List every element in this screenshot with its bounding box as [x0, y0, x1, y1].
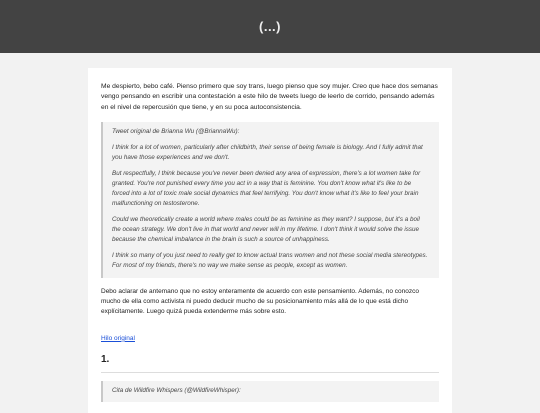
section-quote-source: Cita de Wildfire Whispers (@WildfireWhisper): [112, 386, 241, 394]
top-bar [0, 0, 540, 53]
quote-paragraph-4: I think so many of you just need to really get to know actual trans women and not these social media stereotypes. For most of my friends, there's no way we make sense as people, except as women. [112, 251, 428, 269]
site-title[interactable]: (...) [259, 19, 281, 34]
post-intro: Me despierto, bebo café. Pienso primero que soy trans, luego pienso que soy mujer. Creo que hace dos semanas vengo pensando en escribir una contestación a este hilo de tweets luego de leerlo de corrido, pensando además en el nivel de repercusión que tiene, y en su poca autoconsistencia. [101, 83, 438, 111]
quote-paragraph-1: I think for a lot of women, particularly after childbirth, their sense of being female is biology. And I fully admit that you have those experiences and we don't. [112, 143, 423, 161]
section-divider [101, 372, 439, 373]
quote-source: Tweet original de Brianna Wu (@BriannaWu): [112, 127, 240, 135]
section-quote [101, 381, 439, 402]
section-number: 1. [101, 353, 110, 365]
post-card [88, 68, 452, 413]
post-clarification: Debo aclarar de antemano que no estoy enteramente de acuerdo con este pensamiento. Además, no conozco mucho de ella como activista ni puedo deducir mucho de su posicionamiento más allá de lo que está dicho explícitamente. Luego quizá pueda extenderme más sobre esto. [101, 287, 419, 316]
tweet-quote [101, 122, 439, 278]
quote-paragraph-3: Could we theoretically create a world where males could be as feminine as they want? I suppose, but it's a boil the ocean strategy. We don't live in that world and never will in my lifetime. I don't think it would solve the issue because the chemical imbalance in the brain is such a source of unhappiness. [112, 215, 420, 243]
original-thread-link[interactable]: Hilo original [101, 334, 135, 342]
quote-paragraph-2: But respectfully, I think because you've never been denied any area of expression, there's a lot women take for granted. You're not punished every time you act in a way that is feminine. You don't know what it's like to be forced into a lot of toxic male social dynamics that feel terrifying. You don't know what it's like to feel your brain malfunctioning on testosterone. [112, 169, 421, 207]
